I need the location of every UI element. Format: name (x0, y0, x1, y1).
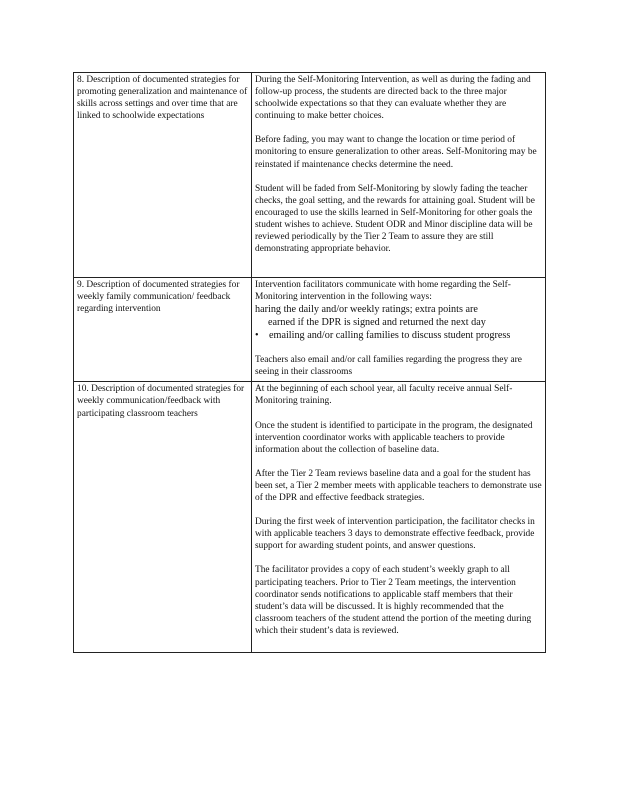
list-item-text: emailing and/or calling families to discuss student progress (269, 330, 511, 342)
paragraph: After the Tier 2 Team reviews baseline data and a goal for the student has been set, a Tier 2 member meets with applicable teachers to demonstrate use of the DPR and effective feedback strategies. (255, 468, 542, 504)
row-label: 10. Description of documented strategies for weekly communication/feedback with participating classroom teachers (77, 384, 245, 419)
paragraph: Intervention facilitators communicate with home regarding the Self-Monitoring intervention in the following ways: (255, 280, 511, 303)
list-item (255, 329, 542, 342)
list-item: earned if the DPR is signed and returned the next day (268, 317, 486, 329)
row-label-cell (74, 278, 252, 382)
list-item: haring the daily and/or weekly ratings; extra points are (255, 304, 478, 316)
row-content-cell (252, 382, 546, 653)
strategies-table (73, 72, 546, 653)
paragraph: Once the student is identified to participate in the program, the designated intervention coordinator works with applicable teachers to provide information about the collection of baseline data. (255, 420, 533, 455)
table-row (74, 382, 546, 653)
row-content-cell (252, 73, 546, 278)
paragraph: Before fading, you may want to change the location or time period of monitoring to ensure generalization to other areas. Self-Monitoring may be reinstated if maintenance checks determine the need. (255, 135, 537, 170)
row-label: 9. Description of documented strategies for weekly family communication/ feedback regarding intervention (77, 280, 240, 315)
row-label-cell (74, 382, 252, 653)
row-label: 8. Description of documented strategies for promoting generalization and maintenance of skills across settings and over time that are linked to schoolwide expectations (77, 75, 248, 122)
paragraph: During the Self-Monitoring Intervention, as well as during the fading and follow-up process, the students are directed back to the three major schoolwide expectations so that they can evaluate whether they are continuing to make better choices. (255, 75, 531, 122)
paragraph: Student will be faded from Self-Monitoring by slowly fading the teacher checks, the goal setting, and the rewards for attaining goal. Student will be encouraged to use the skills learned in Self-Monitoring for other goals the student wishes to achieve. Student ODR and Minor discipline data will be reviewed periodically by the Tier 2 Team to assure they are still demonstrating appropriate behavior. (255, 183, 535, 255)
paragraph: At the beginning of each school year, all faculty receive annual Self-Monitoring training. (255, 384, 513, 407)
paragraph: Teachers also email and/or call families regarding the progress they are seeing in their classrooms (255, 355, 522, 378)
paragraph: The facilitator provides a copy of each student’s weekly graph to all participating teachers. Prior to Tier 2 Team meetings, the intervention coordinator sends notifications to applicable staff members that their student’s data will be discussed. It is highly recommended that the classroom teachers of the student attend the portion of the meeting during which their student’s data is reviewed. (255, 565, 532, 636)
paragraph: During the first week of intervention participation, the facilitator checks in with applicable teachers 3 days to demonstrate effective feedback, provide support for awarding student points, and answer questions. (255, 517, 535, 552)
row-label-cell (74, 73, 252, 278)
table-row (74, 73, 546, 278)
row-content-cell (252, 278, 546, 382)
table-row (74, 278, 546, 382)
bullet-icon: • (255, 330, 259, 342)
